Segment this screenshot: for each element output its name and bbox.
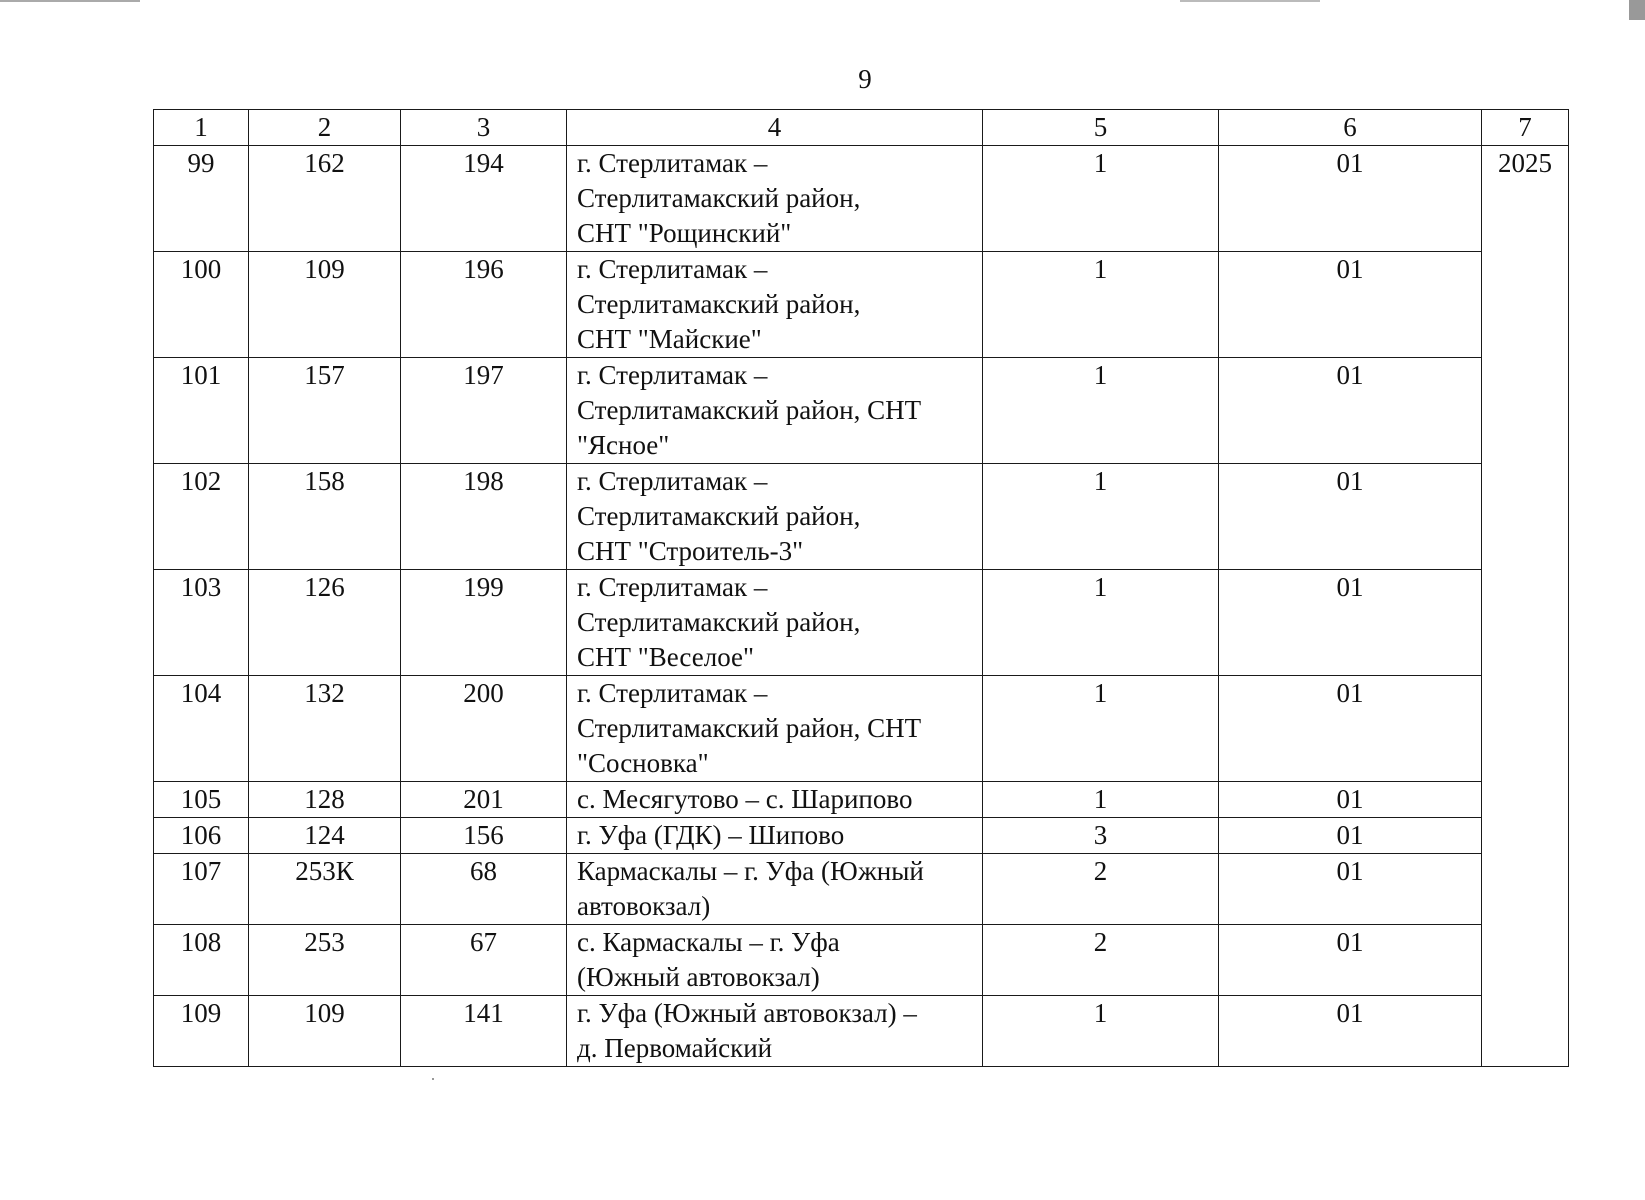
row-number: 109 xyxy=(154,996,249,1067)
table-row xyxy=(154,570,1569,676)
route-number: 126 xyxy=(249,570,401,676)
route-name-line: "Ясное" xyxy=(577,430,670,460)
table-body xyxy=(154,146,1569,1067)
route-class: 1 xyxy=(983,570,1219,676)
route-name xyxy=(567,358,983,464)
route-type-code: 01 xyxy=(1219,570,1482,676)
route-name-line: г. Стерлитамак – xyxy=(577,360,768,390)
route-class: 1 xyxy=(983,146,1219,252)
route-number: 128 xyxy=(249,782,401,818)
table-row xyxy=(154,818,1569,854)
column-header-4: 4 xyxy=(567,110,983,146)
route-class: 1 xyxy=(983,358,1219,464)
column-header-1: 1 xyxy=(154,110,249,146)
route-class: 1 xyxy=(983,676,1219,782)
route-class: 1 xyxy=(983,464,1219,570)
row-number: 106 xyxy=(154,818,249,854)
route-type-code: 01 xyxy=(1219,818,1482,854)
route-number: 253К xyxy=(249,854,401,925)
table-row xyxy=(154,676,1569,782)
registry-number: 194 xyxy=(401,146,567,252)
route-name-line: д. Первомайский xyxy=(577,1033,773,1063)
route-name xyxy=(567,996,983,1067)
route-name-line: СНТ "Строитель-3" xyxy=(577,536,804,566)
route-name xyxy=(567,854,983,925)
row-number: 102 xyxy=(154,464,249,570)
route-class: 2 xyxy=(983,854,1219,925)
route-name-line: с. Кармаскалы – г. Уфа xyxy=(577,927,840,957)
registry-number: 68 xyxy=(401,854,567,925)
route-class: 1 xyxy=(983,996,1219,1067)
page-number: 9 xyxy=(858,64,872,94)
route-class: 1 xyxy=(983,782,1219,818)
row-number: 108 xyxy=(154,925,249,996)
row-number: 100 xyxy=(154,252,249,358)
registry-number: 197 xyxy=(401,358,567,464)
scan-edge-mark xyxy=(1629,0,1645,20)
row-number: 101 xyxy=(154,358,249,464)
scan-edge-mark xyxy=(0,0,140,2)
table-row xyxy=(154,464,1569,570)
route-type-code: 01 xyxy=(1219,996,1482,1067)
routes-table xyxy=(153,109,1569,1067)
registry-number: 156 xyxy=(401,818,567,854)
route-name-line: г. Стерлитамак – xyxy=(577,466,768,496)
route-name-line: Стерлитамакский район, xyxy=(577,183,861,213)
route-name-line: г. Стерлитамак – xyxy=(577,254,768,284)
column-header-3: 3 xyxy=(401,110,567,146)
row-number: 104 xyxy=(154,676,249,782)
route-name-line: с. Месягутово – с. Шарипово xyxy=(577,784,913,814)
route-name xyxy=(567,676,983,782)
column-header-6: 6 xyxy=(1219,110,1482,146)
table-row xyxy=(154,782,1569,818)
table-row xyxy=(154,146,1569,252)
route-name-line: Стерлитамакский район, СНТ xyxy=(577,713,922,743)
route-type-code: 01 xyxy=(1219,854,1482,925)
registry-number: 201 xyxy=(401,782,567,818)
route-name-line: (Южный автовокзал) xyxy=(577,962,820,992)
route-name-line: Кармаскалы – г. Уфа (Южный xyxy=(577,856,924,886)
row-number: 107 xyxy=(154,854,249,925)
route-type-code: 01 xyxy=(1219,676,1482,782)
route-name-line: Стерлитамакский район, xyxy=(577,501,861,531)
route-name xyxy=(567,818,983,854)
registry-number: 200 xyxy=(401,676,567,782)
route-type-code: 01 xyxy=(1219,146,1482,252)
registry-number: 199 xyxy=(401,570,567,676)
route-number: 124 xyxy=(249,818,401,854)
registry-number: 67 xyxy=(401,925,567,996)
table-row xyxy=(154,925,1569,996)
route-number: 157 xyxy=(249,358,401,464)
route-number: 132 xyxy=(249,676,401,782)
route-name xyxy=(567,570,983,676)
route-name xyxy=(567,925,983,996)
route-type-code: 01 xyxy=(1219,464,1482,570)
route-number: 109 xyxy=(249,996,401,1067)
route-class: 3 xyxy=(983,818,1219,854)
route-number: 158 xyxy=(249,464,401,570)
route-name-line: СНТ "Майские" xyxy=(577,324,762,354)
route-number: 109 xyxy=(249,252,401,358)
route-name-line: СНТ "Рощинский" xyxy=(577,218,792,248)
route-name-line: автовокзал) xyxy=(577,891,711,921)
route-name-line: Стерлитамакский район, xyxy=(577,289,861,319)
registry-number: 198 xyxy=(401,464,567,570)
route-name-line: г. Уфа (Южный автовокзал) – xyxy=(577,998,917,1028)
column-header-2: 2 xyxy=(249,110,401,146)
route-name xyxy=(567,146,983,252)
route-number: 253 xyxy=(249,925,401,996)
table-row xyxy=(154,996,1569,1067)
route-class: 1 xyxy=(983,252,1219,358)
column-header-7: 7 xyxy=(1482,110,1569,146)
column-header-5: 5 xyxy=(983,110,1219,146)
table-row xyxy=(154,854,1569,925)
registry-number: 196 xyxy=(401,252,567,358)
route-type-code: 01 xyxy=(1219,358,1482,464)
row-number: 103 xyxy=(154,570,249,676)
route-name-line: г. Уфа (ГДК) – Шипово xyxy=(577,820,845,850)
route-name xyxy=(567,464,983,570)
route-type-code: 01 xyxy=(1219,252,1482,358)
route-name-line: г. Стерлитамак – xyxy=(577,148,768,178)
route-name-line: Стерлитамакский район, СНТ xyxy=(577,395,922,425)
row-number: 105 xyxy=(154,782,249,818)
route-name-line: г. Стерлитамак – xyxy=(577,572,768,602)
scan-edge-mark xyxy=(1180,0,1320,2)
scan-dot xyxy=(432,1078,434,1080)
route-name-line: г. Стерлитамак – xyxy=(577,678,768,708)
registry-number: 141 xyxy=(401,996,567,1067)
route-type-code: 01 xyxy=(1219,782,1482,818)
table-header-row xyxy=(154,110,1569,146)
route-name-line: Стерлитамакский район, xyxy=(577,607,861,637)
year-cell: 2025 xyxy=(1482,146,1569,1067)
row-number: 99 xyxy=(154,146,249,252)
table-row xyxy=(154,252,1569,358)
route-name-line: "Сосновка" xyxy=(577,748,709,778)
route-class: 2 xyxy=(983,925,1219,996)
route-name xyxy=(567,252,983,358)
route-number: 162 xyxy=(249,146,401,252)
route-name-line: СНТ "Веселое" xyxy=(577,642,755,672)
route-name xyxy=(567,782,983,818)
table-row xyxy=(154,358,1569,464)
route-type-code: 01 xyxy=(1219,925,1482,996)
